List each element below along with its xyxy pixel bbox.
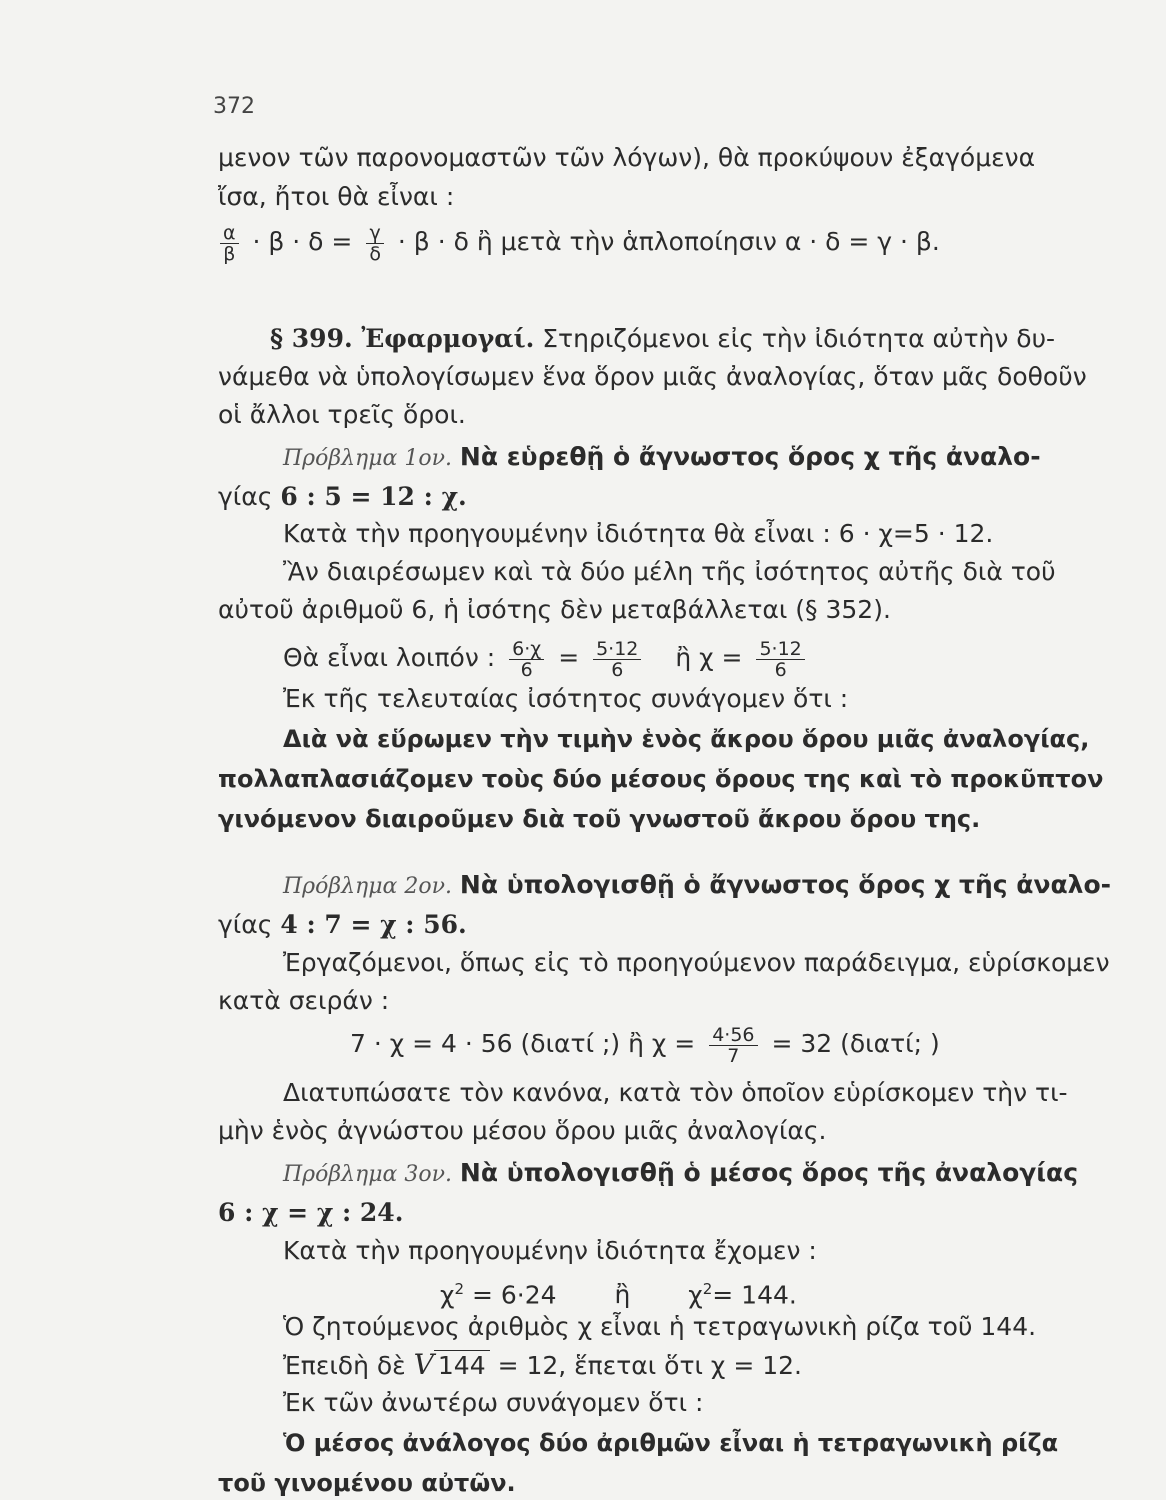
problem-label: Πρόβλημα 2ον. bbox=[283, 874, 452, 899]
text-line: Κατὰ τὴν προηγουμένην ἰδιότητα ἔχομεν : bbox=[283, 1236, 817, 1265]
problem-heading: Πρόβλημα 3ον. Νὰ ὑπολογισθῇ ὁ μέσος ὅρος τῆς ἀναλογίας bbox=[283, 1158, 1079, 1187]
proportion: 6 : 5 = 12 : χ. bbox=[280, 482, 467, 511]
fraction: $\frac{5\cdot 12}{6}$ bbox=[756, 639, 804, 680]
text-line: Ἐπειδὴ δὲ V 144 = 12, ἕπεται ὅτι χ = 12. bbox=[283, 1348, 802, 1381]
page-number: 372 bbox=[213, 94, 255, 119]
section-heading-line: § 399. Ἐφαρμογαί. Στηριζόμενοι εἰς τὴν ἰδιότητα αὐτὴν δυ- bbox=[270, 324, 1056, 353]
text-line: ἴσα, ἤτοι θὰ εἶναι : bbox=[218, 182, 455, 211]
fraction: $\frac{\alpha}{\beta}$ bbox=[220, 223, 239, 264]
problem-heading: Πρόβλημα 1ον. Νὰ εὑρεθῇ ὁ ἄγνωστος ὅρος χ τῆς ἀναλο- bbox=[283, 442, 1041, 471]
rule-line: Διὰ νὰ εὕρωμεν τὴν τιμὴν ἑνὸς ἄκρου ὅρου μιᾶς ἀναλογίας, bbox=[283, 725, 1090, 753]
text-line: Ἐκ τῆς τελευταίας ἰσότητος συνάγομεν ὅτι : bbox=[283, 684, 849, 713]
radicand: 144 bbox=[434, 1350, 490, 1380]
text-line: Ἐκ τῶν ἀνωτέρω συνάγομεν ὅτι : bbox=[283, 1388, 704, 1417]
text-line: Ἐργαζόμενοι, ὅπως εἰς τὸ προηγούμενον παράδειγμα, εὑρίσκομεν bbox=[283, 948, 1110, 977]
rule-line: πολλαπλασιάζομεν τοὺς δύο μέσους ὅρους της καὶ τὸ προκῦπτον bbox=[218, 765, 1104, 793]
fraction: $\frac{\gamma}{\delta}$ bbox=[366, 223, 384, 264]
problem-label: Πρόβλημα 3ον. bbox=[283, 1162, 452, 1187]
text-line: μενον τῶν παρονομαστῶν τῶν λόγων), θὰ προκύψουν ἐξαγόμενα bbox=[218, 143, 1036, 172]
equation: $\chi^2 = 6\cdot 24$ ἢ $\chi^2= 144$. bbox=[440, 1280, 797, 1310]
fraction: $\frac{5\cdot 12}{6}$ bbox=[593, 639, 641, 680]
text-line: νάμεθα νὰ ὑπολογίσωμεν ἕνα ὅρον μιᾶς ἀναλογίας, ὅταν μᾶς δοθοῦν bbox=[218, 362, 1087, 391]
text-line: οἱ ἄλλοι τρεῖς ὅροι. bbox=[218, 400, 466, 429]
proportion-line: γίας 6 : 5 = 12 : χ. bbox=[218, 482, 467, 511]
text-line: Κατὰ τὴν προηγουμένην ἰδιότητα θὰ εἶναι : 6 · χ=5 · 12. bbox=[283, 519, 994, 548]
rule-line: Ὁ μέσος ἀνάλογος δύο ἀριθμῶν εἶναι ἡ τετραγωνικὴ ρίζα bbox=[283, 1429, 1059, 1457]
proportion: 6 : χ = χ : 24. bbox=[218, 1198, 404, 1227]
equation: 7 · χ = 4 · 56 (διατί ;) ἢ χ = $\frac{4\cdot 56}{7}$ = 32 (διατί; ) bbox=[350, 1023, 940, 1067]
equation: $\frac{\alpha}{\beta}$ · β · δ = $\frac{\gamma}{\delta}$ · β · δ ἢ μετὰ τὴν ἁπλοποίησιν α · δ = γ · β. bbox=[214, 220, 940, 264]
problem-label: Πρόβλημα 1ον. bbox=[283, 446, 452, 471]
fraction: $\frac{4\cdot 56}{7}$ bbox=[709, 1025, 757, 1066]
section-heading: § 399. Ἐφαρμογαί. bbox=[270, 324, 535, 353]
proportion: 4 : 7 = χ : 56. bbox=[280, 910, 467, 939]
text-line: αὐτοῦ ἀριθμοῦ 6, ἡ ἰσότης δὲν μεταβάλλεται (§ 352). bbox=[218, 595, 891, 624]
radical-sign: V bbox=[413, 1348, 434, 1381]
problem-heading: Πρόβλημα 2ον. Νὰ ὑπολογισθῇ ὁ ἄγνωστος ὅρος χ τῆς ἀναλο- bbox=[283, 870, 1112, 899]
proportion-line bbox=[218, 1198, 403, 1228]
text-line: Ὁ ζητούμενος ἀριθμὸς χ εἶναι ἡ τετραγωνικὴ ρίζα τοῦ 144. bbox=[283, 1312, 1037, 1341]
rule-line: γινόμενον διαιροῦμεν διὰ τοῦ γνωστοῦ ἄκρου ὅρου της. bbox=[218, 805, 981, 833]
text-line: μὴν ἑνὸς ἀγνώστου μέσου ὅρου μιᾶς ἀναλογίας. bbox=[218, 1116, 827, 1145]
text-line: Διατυπώσατε τὸν κανόνα, κατὰ τὸν ὁποῖον εὑρίσκομεν τὴν τι- bbox=[283, 1078, 1068, 1107]
proportion-line: γίας 4 : 7 = χ : 56. bbox=[218, 910, 467, 939]
text-line: κατὰ σειράν : bbox=[218, 986, 390, 1015]
rule-line: τοῦ γινομένου αὐτῶν. bbox=[218, 1469, 516, 1497]
fraction: $\frac{6\cdot\chi}{6}$ bbox=[509, 639, 544, 680]
text-line: Ἂν διαιρέσωμεν καὶ τὰ δύο μέλη τῆς ἰσότητος αὐτῆς διὰ τοῦ bbox=[283, 557, 1056, 586]
equation: Θὰ εἶναι λοιπόν : $\frac{6\cdot\chi}{6}$ = $\frac{5\cdot 12}{6}$ ἢ χ = $\frac{5\cdot 12}{6}$ bbox=[283, 636, 811, 680]
